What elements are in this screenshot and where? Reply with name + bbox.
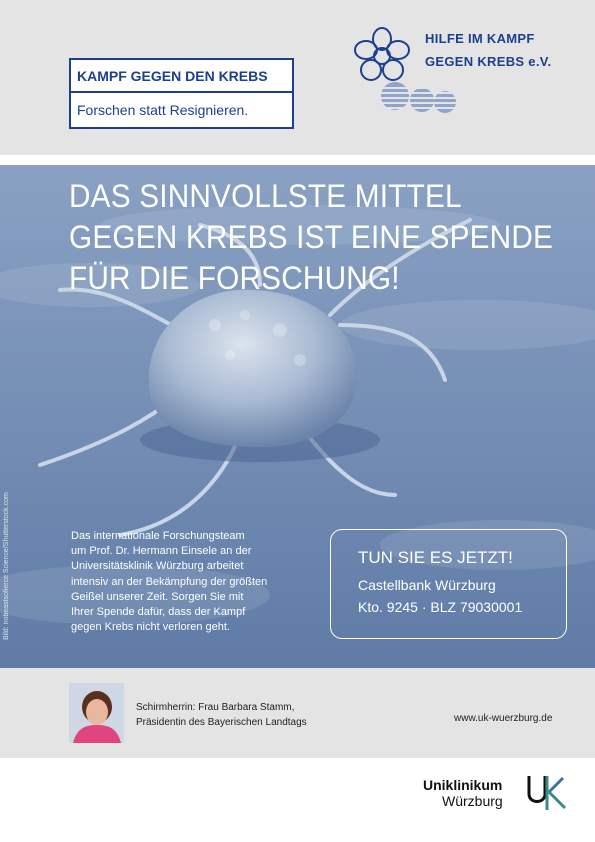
divider <box>0 155 595 165</box>
bank-name: Castellbank Würzburg <box>358 577 496 593</box>
body-line: Das internationale Forschungsteam <box>71 530 245 542</box>
organization-name-line1: HILFE IM KAMPF <box>425 31 535 46</box>
headline-line1: DAS SINNVOLLSTE MITTEL <box>69 178 462 214</box>
donation-box <box>330 529 567 639</box>
patron-line1: Schirmherrin: Frau Barbara Stamm, <box>136 702 295 713</box>
organization-name <box>425 27 551 73</box>
headline-line3: FÜR DIE FORSCHUNG! <box>69 260 400 296</box>
clinic-name-line1: Uniklinikum <box>423 777 503 793</box>
website-link[interactable]: www.uk-wuerzburg.de <box>454 713 553 724</box>
body-line: Geißel unserer Zeit. Sorgen Sie mit <box>71 590 244 603</box>
body-line: Universitätsklinik Würzburg arbeitet <box>71 560 244 573</box>
body-line: um Prof. Dr. Hermann Einsele an der <box>71 545 252 558</box>
body-line: gegen Krebs nicht verloren geht. <box>71 621 230 634</box>
patron-photo <box>69 683 124 743</box>
headline-line2: GEGEN KREBS IST EINE SPENDE <box>69 219 554 255</box>
image-credit: Bild: nobeastsofierce Science/Shutterstock.com <box>3 492 10 640</box>
clinic-name-line2: Würzburg <box>442 793 503 809</box>
body-line: intensiv an der Bekämpfung der größten <box>71 575 268 588</box>
slogan-title: KAMPF GEGEN DEN KREBS <box>71 60 292 93</box>
patron-line2: Präsidentin des Bayerischen Landtags <box>136 717 307 728</box>
cta-title: TUN SIE ES JETZT! <box>358 548 513 567</box>
patron-text <box>136 700 307 730</box>
body-line: Ihrer Spende dafür, dass der Kampf <box>71 606 246 619</box>
uk-logo-icon <box>525 772 575 814</box>
slogan-box <box>69 58 294 129</box>
bank-account: Kto. 9245 · BLZ 79030001 <box>358 599 523 615</box>
body-text <box>71 529 321 635</box>
slogan-subtitle: Forschen statt Resignieren. <box>77 102 249 118</box>
organization-name-line2: GEGEN KREBS e.V. <box>425 54 552 69</box>
headline <box>69 176 554 299</box>
